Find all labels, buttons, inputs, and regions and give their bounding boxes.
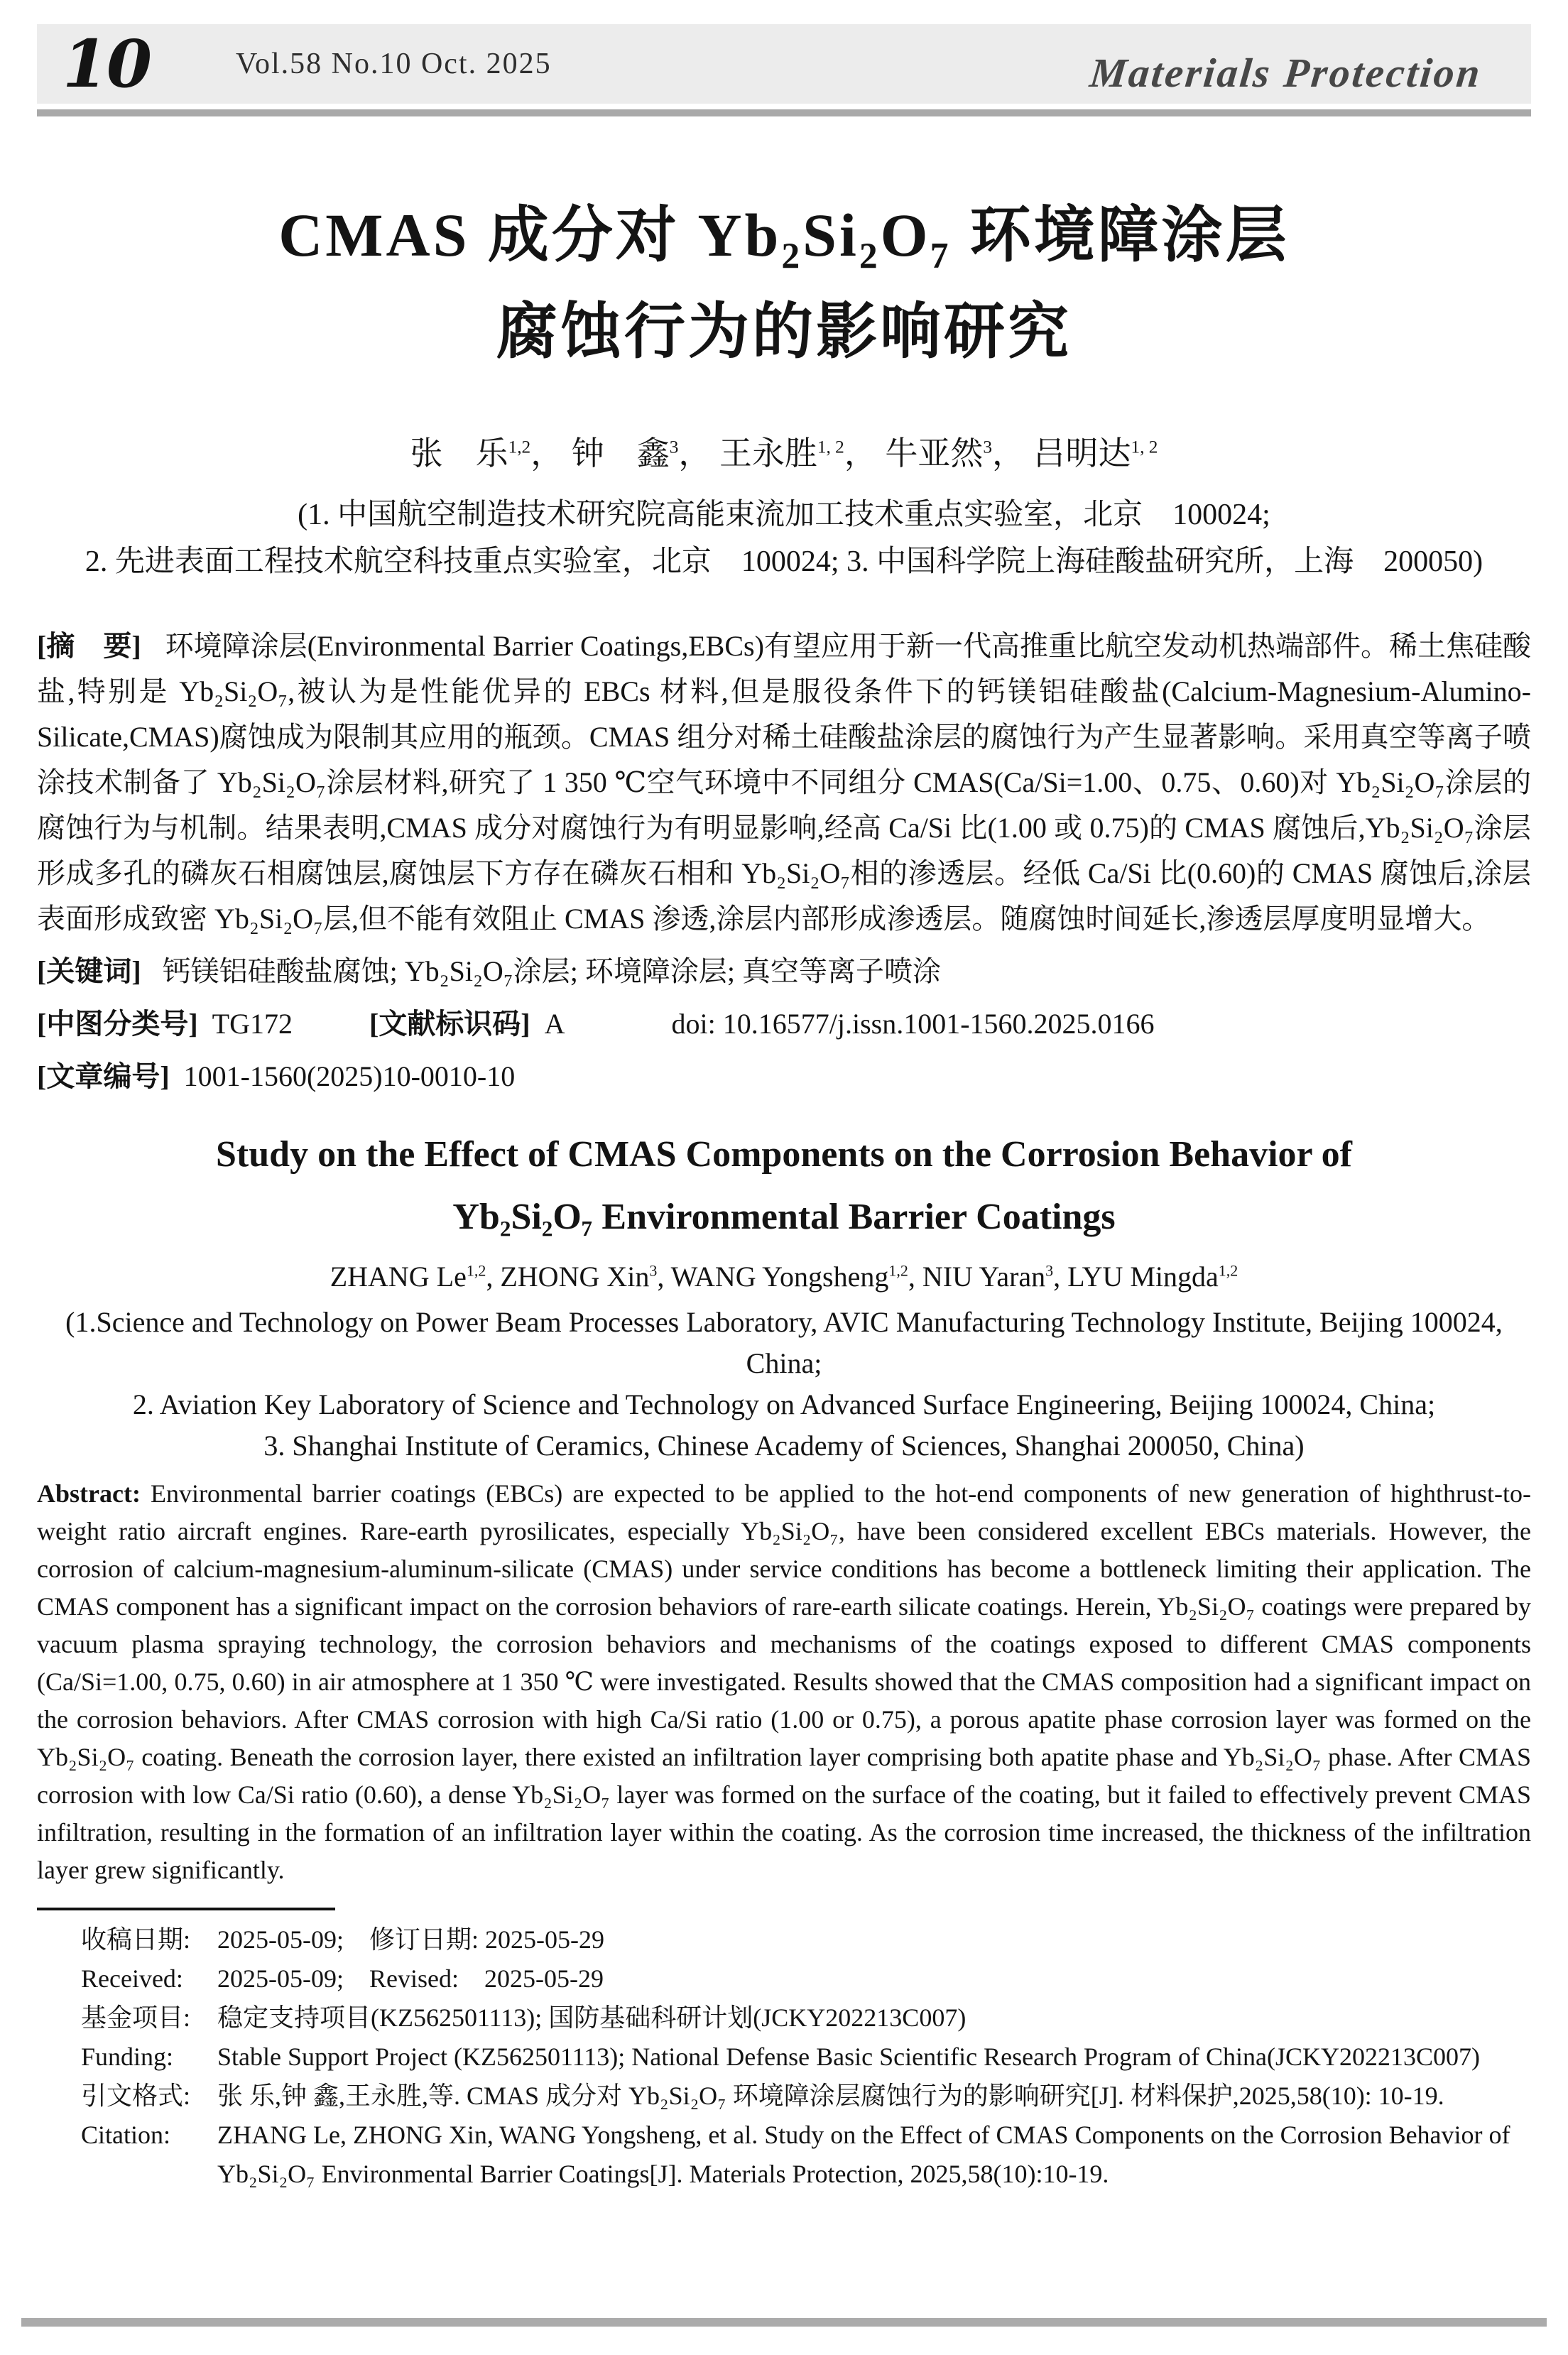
article-number-value: 1001-1560(2025)10-0010-10: [183, 1060, 516, 1093]
abstract-en-label: Abstract:: [37, 1479, 141, 1508]
article-title-en-line1: Study on the Effect of CMAS Components on the Corrosion Behavior of: [216, 1134, 1352, 1175]
footnote-text: 2025-05-09; Revised: 2025-05-29: [217, 1964, 604, 1994]
footnote-label: Received:: [81, 1964, 183, 1994]
author-separator: ，: [530, 435, 564, 472]
author-en: [1067, 1261, 1238, 1293]
affiliation-en-line3: 3. Shanghai Institute of Ceramics, Chinese Academy of Sciences, Shanghai 200050, China): [263, 1430, 1305, 1462]
header-rule: [37, 109, 1531, 116]
doc-code-value: A: [544, 1008, 565, 1040]
footer-rule: [21, 2318, 1547, 2327]
author-name: 张 乐: [410, 435, 508, 472]
authors-en: [37, 1260, 1531, 1293]
footnote-text: ZHANG Le, ZHONG Xin, WANG Yongsheng, et al. Study on the Effect of CMAS Components on the Corrosion Behavior of Yb₂Si₂O₇ Environmental Barrier Coatings[J]. Materials Protection, 2025,58(10):10-19.: [217, 2121, 1510, 2189]
affiliation-en-line2: 2. Aviation Key Laboratory of Science and Technology on Advanced Surface Engineering, Beijing 100024, China;: [132, 1388, 1436, 1421]
doc-code-label: [文献标识码]: [369, 1008, 530, 1040]
author-affil-sup: 3: [1045, 1262, 1054, 1280]
author-affil-sup: 1,2: [508, 437, 531, 457]
article-title-en: [37, 1124, 1531, 1249]
author-cn: [719, 435, 877, 472]
issue-number: 10: [62, 26, 151, 102]
author-separator: ,: [908, 1261, 922, 1293]
footnote-label: Funding:: [81, 2043, 174, 2072]
author-cn: [885, 435, 1025, 472]
author-cn: [1033, 435, 1158, 472]
footnote-text: 2025-05-09; 修订日期: 2025-05-29: [217, 1925, 604, 1954]
footnote-divider: [37, 1908, 335, 1910]
author-en: [330, 1261, 501, 1293]
affiliations-en: [37, 1302, 1531, 1467]
author-name: LYU Mingda: [1067, 1261, 1219, 1293]
article-number-label: [文章编号]: [37, 1060, 170, 1093]
author-name: ZHONG Xin: [500, 1261, 650, 1293]
volume-issue-date: Vol.58 No.10 Oct. 2025: [236, 48, 552, 80]
abstract-cn-label: [摘 要]: [37, 630, 141, 663]
footnote-text: Stable Support Project (KZ562501113); National Defense Basic Scientific Research Program of China(JCKY202213C007): [217, 2043, 1480, 2072]
author-name: 牛亚然: [885, 435, 984, 472]
author-separator: ,: [1053, 1261, 1068, 1293]
clc-value: TG172: [212, 1008, 293, 1040]
classification-line: [37, 1001, 1531, 1047]
author-cn: [572, 435, 712, 472]
article-number-line: [37, 1054, 1531, 1099]
footnote-row-received-en: [81, 1959, 1531, 1998]
author-affil-sup: 3: [649, 1262, 658, 1280]
footnote-label: 引文格式:: [81, 2082, 191, 2111]
article-title-en-line2: Yb₂Si₂O₇ Environmental Barrier Coatings: [452, 1197, 1116, 1238]
affiliations-cn: [37, 491, 1531, 586]
author-en: [671, 1261, 922, 1293]
author-name: NIU Yaran: [922, 1261, 1046, 1293]
clc-label: [中图分类号]: [37, 1008, 198, 1040]
author-separator: ,: [486, 1261, 501, 1293]
article-title-cn-line1: CMAS 成分对 Yb₂Si₂O₇ 环境障涂层: [278, 201, 1290, 269]
author-en: [500, 1261, 670, 1293]
abstract-cn: [37, 624, 1531, 942]
author-name: ZHANG Le: [330, 1261, 467, 1293]
author-name: WANG Yongsheng: [670, 1261, 889, 1293]
author-separator: ，: [678, 435, 712, 472]
footnote-row-funding-cn: [81, 1998, 1531, 2038]
author-separator: ，: [991, 435, 1025, 472]
footnote-text: 稳定支持项目(KZ562501113); 国防基础科研计划(JCKY202213C007): [217, 2003, 967, 2033]
author-separator: ,: [657, 1261, 671, 1293]
author-affil-sup: 1, 2: [1131, 437, 1158, 457]
authors-cn: [37, 428, 1531, 474]
footnote-row-received-cn: [81, 1920, 1531, 1959]
author-name: 吕明达: [1033, 435, 1131, 472]
affiliation-en-line1: (1.Science and Technology on Power Beam Processes Laboratory, AVIC Manufacturing Technology Institute, Beijing 100024, China;: [65, 1306, 1503, 1380]
abstract-cn-text: 环境障涂层(Environmental Barrier Coatings,EBCs)有望应用于新一代高推重比航空发动机热端部件。稀土焦硅酸盐,特别是 Yb₂Si₂O₇,被认为是性能优异的 EBCs 材料,但是服役条件下的钙镁铝硅酸盐(Calcium-Magnesium-Alumino-Silicate,CMAS)腐蚀成为限制其应用的瓶颈。CMAS 组分对稀土硅酸盐涂层的腐蚀行为产生显著影响。采用真空等离子喷涂技术制备了 Yb₂Si₂O₇涂层材料,研究了 1 350 ℃空气环境中不同组分 CMAS(Ca/Si=1.00、0.75、0.60)对 Yb₂Si₂O₇涂层的腐蚀行为与机制。结果表明,CMAS 成分对腐蚀行为有明显影响,经高 Ca/Si 比(1.00 或 0.75)的 CMAS 腐蚀后,Yb₂Si₂O₇涂层形成多孔的磷灰石相腐蚀层,腐蚀层下方存在磷灰石相和 Yb₂Si₂O₇相的渗透层。经低 Ca/Si 比(0.60)的 CMAS 腐蚀后,涂层表面形成致密 Yb₂Si₂O₇层,但不能有效阻止 CMAS 渗透,涂层内部形成渗透层。随腐蚀时间延长,渗透层厚度明显增大。: [37, 630, 1532, 935]
page-content: [0, 24, 1568, 2194]
author-affil-sup: 1,2: [888, 1262, 908, 1280]
keywords-cn-label: [关键词]: [37, 955, 141, 988]
journal-paper-page: [0, 24, 1568, 2355]
footnotes: [81, 1920, 1531, 2194]
footnote-row-citation-cn: [81, 2077, 1531, 2116]
author-affil-sup: 1, 2: [817, 437, 844, 457]
abstract-en: [37, 1475, 1531, 1889]
footnote-label: Citation:: [81, 2121, 170, 2150]
keywords-cn-text: 钙镁铝硅酸盐腐蚀; Yb₂Si₂O₇涂层; 环境障涂层; 真空等离子喷涂: [162, 955, 941, 988]
author-affil-sup: 1,2: [466, 1262, 486, 1280]
abstract-en-text: Environmental barrier coatings (EBCs) are expected to be applied to the hot-end components of new generation of highthrust-to-weight ratio aircraft engines. Rare-earth pyrosilicates, especially Yb₂Si₂O₇, have been considered excellent EBCs materials. However, the corrosion of calcium-magnesium-aluminum-silicate (CMAS) under service conditions has become a bottleneck limiting their application. The CMAS component has a significant impact on the corrosion behaviors of rare-earth silicate coatings. Herein, Yb₂Si₂O₇ coatings were prepared by vacuum plasma spraying technology, the corrosion behaviors and mechanisms of the coatings exposed to different CMAS components (Ca/Si=1.00, 0.75, 0.60) in air atmosphere at 1 350 ℃ were investigated. Results showed that the CMAS composition had a significant impact on the corrosion behaviors. After CMAS corrosion with high Ca/Si ratio (1.00 or 0.75), a porous apatite phase corrosion layer was formed on the Yb₂Si₂O₇ coating. Beneath the corrosion layer, there existed an infiltration layer comprising both apatite phase and Yb₂Si₂O₇ phase. After CMAS corrosion with low Ca/Si ratio (0.60), a dense Yb₂Si₂O₇ layer was formed on the surface of the coating, but it failed to effectively prevent CMAS infiltration, resulting in the formation of an infiltration layer within the coating. As the corrosion time increased, the thickness of the infiltration layer grew significantly.: [37, 1479, 1531, 1885]
author-separator: ，: [844, 435, 877, 472]
author-affil-sup: 3: [983, 437, 992, 457]
footnote-row-citation-en: [81, 2116, 1531, 2194]
footnote-label: 收稿日期:: [81, 1925, 191, 1954]
doi: doi: 10.16577/j.issn.1001-1560.2025.0166: [671, 1008, 1155, 1040]
author-name: 钟 鑫: [571, 435, 670, 472]
author-affil-sup: 3: [669, 437, 679, 457]
journal-header-band: [37, 24, 1531, 104]
footnote-row-funding-en: [81, 2038, 1531, 2077]
author-name: 王永胜: [719, 435, 817, 472]
keywords-cn: [37, 949, 1531, 994]
article-title-cn-line2: 腐蚀行为的影响研究: [496, 297, 1072, 366]
author-affil-sup: 1,2: [1218, 1262, 1238, 1280]
article-title-cn: [37, 187, 1531, 381]
footnote-text: 张 乐,钟 鑫,王永胜,等. CMAS 成分对 Yb₂Si₂O₇ 环境障涂层腐蚀行为的影响研究[J]. 材料保护,2025,58(10): 10-19.: [217, 2082, 1444, 2111]
journal-name: Materials Protection: [1087, 50, 1484, 96]
author-en: [922, 1261, 1067, 1293]
affiliation-cn-line1: (1. 中国航空制造技术研究院高能束流加工技术重点实验室，北京 100024;: [298, 498, 1270, 531]
author-cn: [410, 435, 564, 472]
footnote-label: 基金项目:: [81, 2003, 191, 2033]
affiliation-cn-line2: 2. 先进表面工程技术航空科技重点实验室，北京 100024; 3. 中国科学院上海硅酸盐研究所，上海 200050): [85, 545, 1483, 579]
